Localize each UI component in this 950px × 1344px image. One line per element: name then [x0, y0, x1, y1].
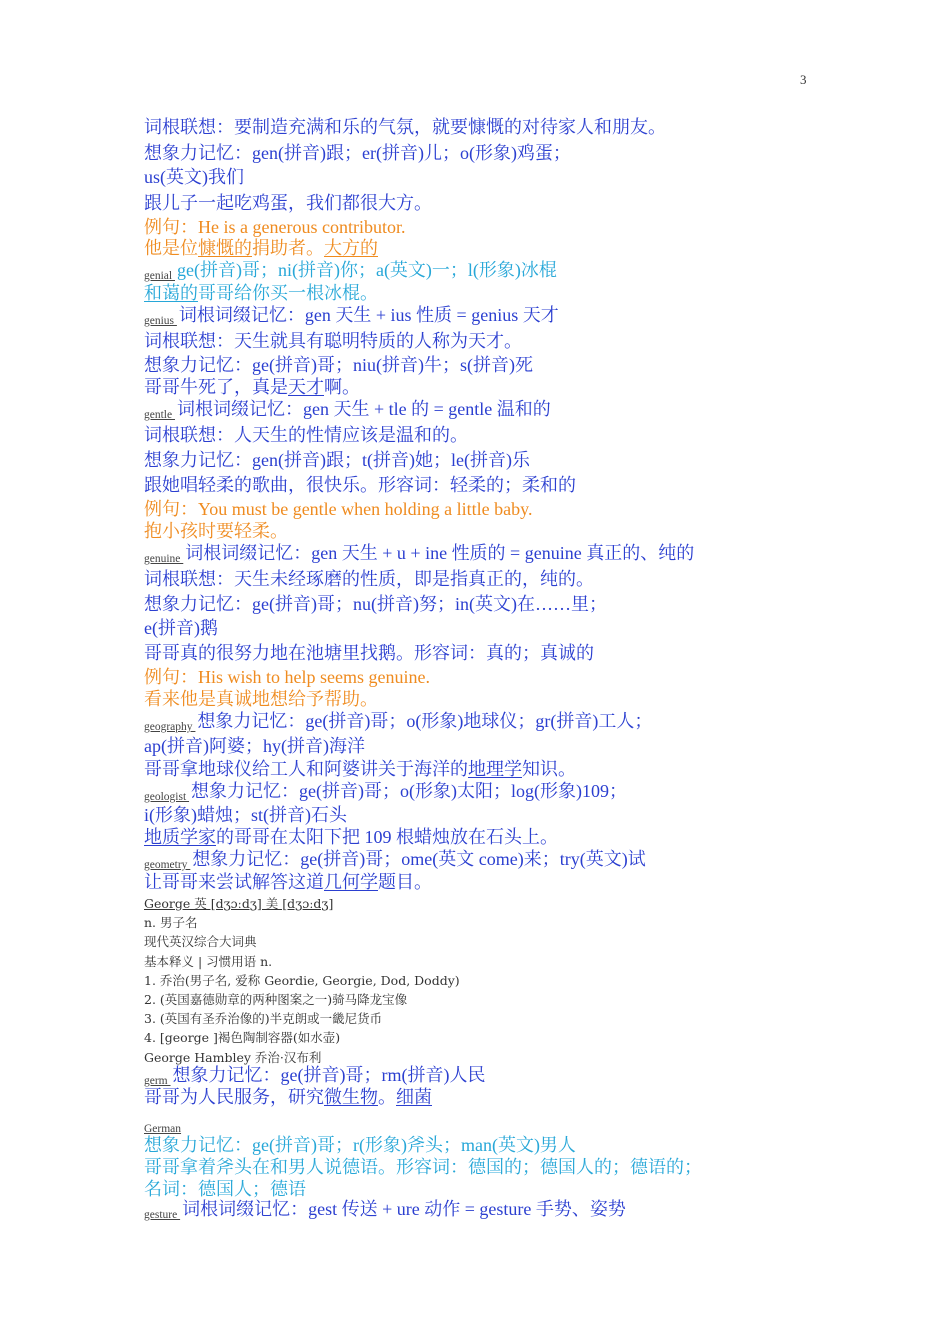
text-line: [144, 498, 532, 520]
text-line: [144, 142, 571, 164]
line-text: ge(拼音)哥；ni(拼音)你；a(英文)一；l(形象)冰棍: [176, 260, 557, 280]
line-text: 知识。: [522, 759, 576, 779]
line-text: 看来他是真诚地想给予帮助。: [144, 689, 378, 709]
underlined-term: 细菌: [396, 1087, 432, 1107]
line-text: 词根联想：人天生的性情应该是温和的。: [144, 425, 468, 445]
line-text: 想象力记忆：ge(拼音)哥；ome(英文 come)来；try(英文)试: [192, 849, 646, 869]
headword: genuine: [144, 553, 184, 565]
text-line: [144, 192, 432, 214]
text-line: [144, 304, 559, 329]
line-text: e(拼音)鹅: [144, 618, 218, 638]
line-text: 例句：You must be gentle when holding a little baby.: [144, 499, 533, 519]
line-text: 想象力记忆：ge(拼音)哥；o(形象)太阳；log(形象)109；: [191, 781, 628, 801]
line-text: 想象力记忆：ge(拼音)哥；niu(拼音)牛；s(拼音)死: [144, 355, 533, 375]
headword: geometry: [144, 859, 191, 871]
underlined-term: 和蔼的: [144, 283, 198, 303]
line-text: 哥哥给你买一根冰棍。: [198, 283, 378, 303]
text-line: [144, 593, 607, 615]
text-line: [144, 259, 557, 284]
headword: German: [144, 1123, 182, 1135]
line-text: 想象力记忆：ge(拼音)哥；rm(拼音)人民: [172, 1065, 486, 1085]
text-line: [144, 1198, 626, 1223]
line-text: 词根联想：天生未经琢磨的性质，即是指真正的，纯的。: [144, 569, 594, 589]
line-text: 题目。: [378, 872, 432, 892]
text-line: [144, 282, 378, 304]
text-line: [144, 848, 646, 873]
line-text: 跟她唱轻柔的歌曲，很快乐。形容词：轻柔的；柔和的: [144, 475, 576, 495]
text-line: [144, 735, 365, 757]
headword: germ: [144, 1075, 171, 1087]
underlined-term: 地理学: [468, 759, 522, 779]
headword: genius: [144, 315, 177, 327]
line-text: 啊。: [324, 377, 360, 397]
text-line: [144, 568, 594, 590]
line-text: i(形象)蜡烛；st(拼音)石头: [144, 805, 347, 825]
line-text: 的哥哥在太阳下把 109 根蜡烛放在石头上。: [216, 827, 558, 847]
underlined-term: 地质学家: [144, 827, 216, 847]
underlined-term: 大方的: [324, 238, 378, 258]
line-text: 词根联想：要制造充满和乐的气氛，就要慷慨的对待家人和朋友。: [144, 117, 666, 137]
text-line: [144, 474, 576, 496]
dict-entry-line: 1. 乔治(男子名, 爱称 Geordie, Georgie, Dod, Doddy): [144, 972, 460, 988]
text-line: [144, 424, 468, 446]
text-line: [144, 542, 694, 567]
dict-entry-line: 2. (英国嘉德勋章的两种图案之一)骑马降龙宝像: [144, 992, 408, 1007]
text-line: [144, 398, 551, 423]
line-text: 让哥哥来尝试解答这道: [144, 872, 324, 892]
line-text: 想象力记忆：ge(拼音)哥；nu(拼音)努；in(英文)在……里；: [144, 594, 607, 614]
underlined-term: 几何学: [324, 872, 378, 892]
text-line: [144, 330, 522, 352]
text-line: [144, 1178, 306, 1200]
line-text: 例句：He is a generous contributor.: [144, 217, 406, 237]
line-text: 跟儿子一起吃鸡蛋，我们都很大方。: [144, 193, 432, 213]
line-text: 词根词缀记忆：gen 天生 + u + ine 性质的 = genuine 真正的、纯的: [185, 543, 695, 563]
line-text: ap(拼音)阿婆；hy(拼音)海洋: [144, 736, 365, 756]
text-line: [144, 780, 627, 805]
text-line: [144, 804, 347, 826]
dict-entry-line: 3. (英国有圣乔治像的)半克朗或一畿尼货币: [144, 1011, 383, 1027]
line-text: 想象力记忆：gen(拼音)跟；t(拼音)她；le(拼音)乐: [144, 450, 530, 470]
dict-entry-line: George Hambley 乔治·汉布利: [144, 1049, 322, 1065]
text-line: [144, 871, 432, 893]
text-line: [144, 237, 378, 259]
underlined-term: 天才: [288, 377, 324, 397]
line-text: us(英文)我们: [144, 167, 244, 187]
dict-headword-line: George 英 [dʒɔːdʒ] 美 [dʒɔːdʒ]: [144, 896, 334, 911]
headword: geologist: [144, 791, 190, 803]
text-line: [144, 642, 594, 664]
text-line: [144, 1086, 432, 1108]
text-line: [144, 449, 530, 471]
headword: gentle: [144, 409, 175, 421]
text-line: [144, 826, 558, 848]
dict-entry-line: 现代英汉综合大词典: [144, 934, 257, 950]
line-text: 捐助者。: [252, 238, 324, 258]
underlined-term: 慷慨的: [198, 238, 252, 258]
line-text: 想象力记忆：ge(拼音)哥；r(形象)斧头；man(英文)男人: [144, 1135, 576, 1155]
dict-entry-line: 基本释义 | 习惯用语 n.: [144, 953, 273, 969]
text-line: [144, 666, 430, 688]
text-line: [144, 354, 533, 376]
line-text: 词根联想：天生就具有聪明特质的人称为天才。: [144, 331, 522, 351]
dict-entry-line: 4. [george ]褐色陶制容器(如水壶): [144, 1030, 341, 1046]
line-text: 想象力记忆：ge(拼音)哥；o(形象)地球仪；gr(拼音)工人；: [197, 711, 653, 731]
headword: gesture: [144, 1209, 181, 1221]
text-line: [144, 688, 378, 710]
line-text: 词根词缀记忆：gen 天生 + ius 性质 = genius 天才: [178, 305, 559, 325]
line-text: 他是位: [144, 238, 198, 258]
line-text: 哥哥真的很努力地在池塘里找鹅。形容词：真的；真诚的: [144, 643, 594, 663]
underlined-term: 微生物: [324, 1087, 378, 1107]
line-text: 哥哥为人民服务，研究: [144, 1087, 324, 1107]
line-text: 哥哥拿着斧头在和男人说德语。形容词：德国的；德国人的；德语的；: [144, 1157, 702, 1177]
text-line: [144, 710, 652, 735]
line-text: 抱小孩时要轻柔。: [144, 521, 288, 541]
text-line: [144, 376, 360, 398]
text-line: [144, 116, 666, 138]
text-line: [144, 216, 405, 238]
line-text: 想象力记忆：gen(拼音)跟；er(拼音)儿；o(形象)鸡蛋；: [144, 143, 571, 163]
dict-entry-line: n. 男子名: [144, 915, 198, 931]
line-text: 。: [378, 1087, 396, 1107]
headword: genial: [144, 270, 175, 282]
text-line: [144, 758, 576, 780]
text-line: [144, 617, 218, 639]
line-text: 哥哥牛死了，真是: [144, 377, 288, 397]
line-text: 词根词缀记忆：gest 传送 + ure 动作 = gesture 手势、姿势: [182, 1199, 626, 1219]
text-line: [144, 1156, 702, 1178]
line-text: 哥哥拿地球仪给工人和阿婆讲关于海洋的: [144, 759, 468, 779]
line-text: 词根词缀记忆：gen 天生 + tle 的 = gentle 温和的: [176, 399, 551, 419]
text-line: [144, 166, 244, 188]
page-number: 3: [800, 72, 807, 87]
line-text: 例句：His wish to help seems genuine.: [144, 667, 430, 687]
headword: geography: [144, 721, 196, 733]
text-line: [144, 1134, 576, 1156]
line-text: 名词：德国人；德语: [144, 1179, 306, 1199]
text-line: [144, 520, 288, 542]
